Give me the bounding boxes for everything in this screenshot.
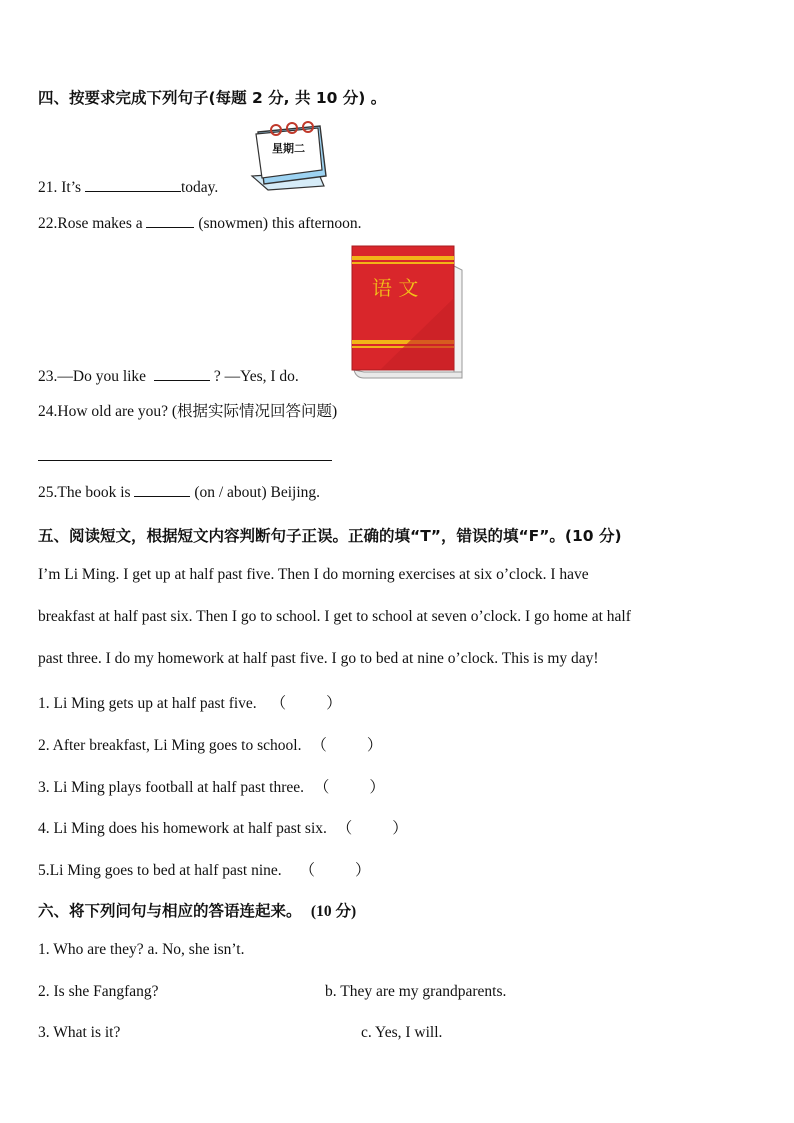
calendar-picture [246,120,332,192]
judge-item [38,858,371,880]
judge-text: 4. Li Ming does his homework at half past six. [38,820,327,837]
answer-paren-close[interactable]: ） [392,820,408,837]
judge-text: 2. After breakfast, Li Ming goes to school. [38,737,302,754]
section-6-heading-text: 六、将下列问句与相应的答语连起来。 [38,902,302,920]
question-25 [38,482,320,502]
answer-blank[interactable] [85,177,181,192]
answer-blank[interactable] [154,366,210,381]
match-answer: b. They are my grandparents. [325,983,507,1000]
book-icon [350,242,466,382]
answer-paren-open[interactable]: （ [313,779,330,796]
answer-paren-open[interactable]: （ [336,820,353,837]
judge-item [38,691,342,713]
answer-paren-close[interactable]: ） [369,779,385,796]
calendar-icon [246,120,332,192]
question-21-text: 21. It’s [38,179,82,196]
answer-paren-close[interactable]: ） [326,695,342,712]
passage-line: past three. I do my homework at half past five. I go to bed at nine o’clock. This is my day! [38,650,599,667]
question-21-text-end: today. [180,179,219,196]
passage-line: I’m Li Ming. I get up at half past five. Then I do morning exercises at six o’clock. I have [38,566,589,583]
judge-item [38,775,385,797]
answer-paren-close[interactable]: ） [355,862,371,879]
judge-text: 3. Li Ming plays football at half past three. [38,779,305,796]
question-21 [38,177,218,197]
answer-blank[interactable] [134,482,190,497]
question-25-text: 25.The book is [38,484,131,501]
question-22-text-end: (snowmen) this afternoon. [198,215,362,232]
match-question: 2. Is she Fangfang? [38,983,159,1000]
question-25-text-end: (on / about) Beijing. [194,484,321,501]
question-22 [38,213,362,233]
match-question: 3. What is it? [38,1024,121,1041]
answer-blank[interactable] [146,213,194,228]
judge-text: 1. Li Ming gets up at half past five. [38,695,257,712]
match-row: 1. Who are they? a. No, she isn’t. [38,941,245,958]
judge-text: 5.Li Ming goes to bed at half past nine. [38,862,282,879]
chinese-book-picture [350,242,466,382]
question-24: 24.How old are you? (根据实际情况回答问题) [38,403,338,420]
answer-paren-close[interactable]: ） [366,737,383,754]
question-22-text: 22.Rose makes a [38,215,143,232]
match-answer: c. Yes, I will. [361,1024,443,1041]
judge-item [38,816,408,838]
section-6-score: (10 分) [310,903,357,920]
section-5-heading: 五、阅读短文，根据短文内容判断句子正误。正确的填“T”，错误的填“F”。(10 分) [38,527,622,545]
answer-paren-open[interactable]: （ [299,862,316,879]
section-4-heading: 四、按要求完成下列句子(每题 2 分, 共 10 分) 。 [38,89,387,107]
answer-paren-open[interactable]: （ [311,737,327,754]
question-23-text-end: ? —Yes, I do. [213,368,299,385]
passage-line: breakfast at half past six. Then I go to school. I get to school at seven o’clock. I go home at half [38,608,631,625]
question-23 [38,366,299,386]
calendar-label: 星期二 [272,142,305,155]
section-6-heading [38,899,356,921]
answer-paren-open[interactable]: （ [270,695,287,712]
book-title: 语 文 [372,276,419,300]
question-23-text: 23.—Do you like [38,368,147,385]
answer-line[interactable] [38,460,332,461]
judge-item [38,733,382,755]
